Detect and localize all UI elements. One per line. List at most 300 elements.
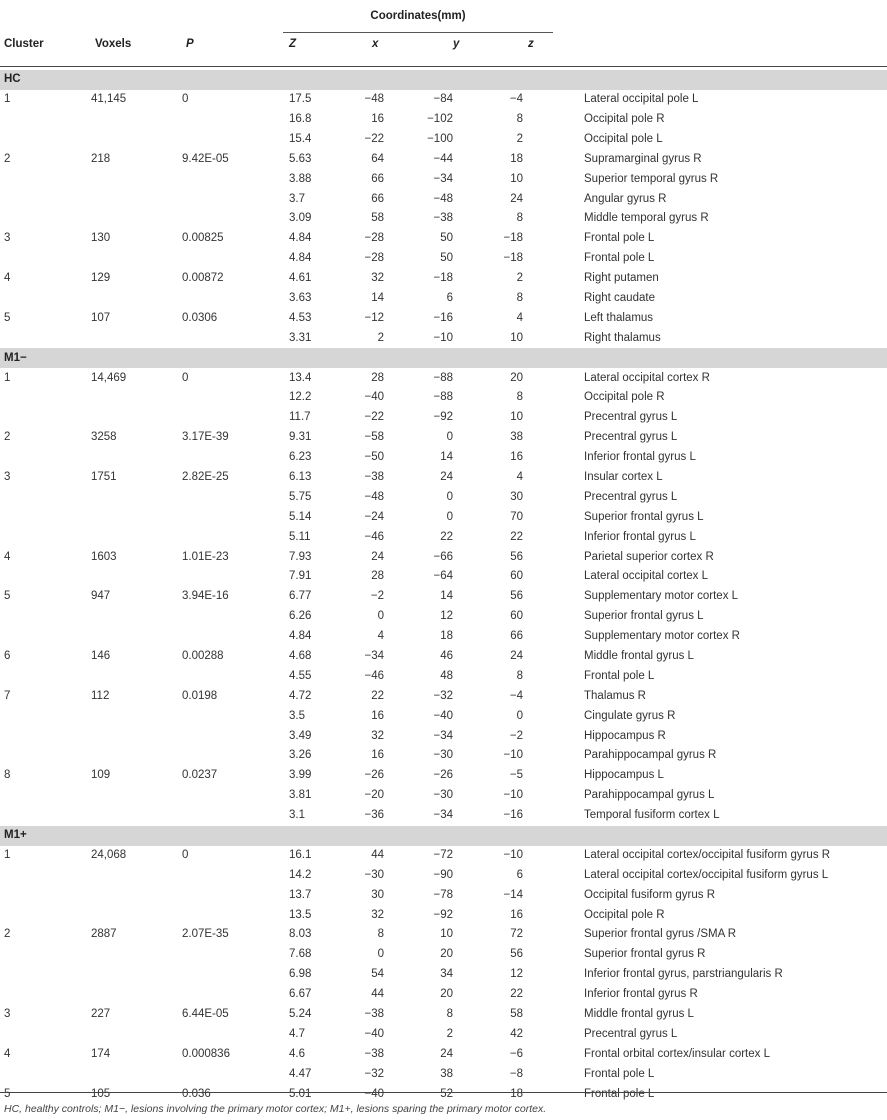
peak-z-cell: 4.6 [289, 1047, 305, 1060]
voxels-cell: 174 [91, 1047, 111, 1060]
coord-z-cell: −10 [503, 789, 523, 802]
voxels-header: Voxels [95, 38, 132, 50]
table-row [0, 1065, 887, 1085]
peak-z-cell: 3.5 [289, 709, 305, 722]
p-value-cell: 2.07E-35 [182, 928, 229, 941]
coord-z-cell: −6 [509, 1047, 523, 1060]
coord-z-cell: 4 [516, 311, 523, 324]
region-cell: Lateral occipital pole L [584, 93, 699, 106]
table-row [0, 428, 887, 448]
table-row [0, 110, 887, 130]
region-cell: Frontal pole L [584, 669, 655, 682]
coord-z-cell: 10 [510, 172, 523, 185]
coord-z-cell: 10 [510, 331, 523, 344]
table-row [0, 90, 887, 110]
cluster-cell: 6 [4, 650, 11, 663]
table-row [0, 627, 887, 647]
region-cell: Supplementary motor cortex L [584, 590, 739, 603]
coord-x-cell: −30 [364, 868, 384, 881]
peak-z-cell: 9.31 [289, 431, 312, 444]
voxels-cell: 218 [91, 152, 111, 165]
coord-x-cell: 44 [371, 988, 384, 1001]
table-row [0, 726, 887, 746]
coord-z-cell: 8 [516, 112, 523, 125]
coord-x-cell: 16 [371, 112, 384, 125]
coord-z-cell: 24 [510, 650, 523, 663]
region-cell: Hippocampus R [584, 729, 666, 742]
coord-z-cell: 60 [510, 570, 523, 583]
x-header: x [372, 38, 379, 50]
coord-y-cell: −100 [427, 132, 453, 145]
coord-y-cell: −32 [433, 689, 453, 702]
region-cell: Thalamus R [584, 689, 646, 702]
region-cell: Precentral gyrus L [584, 411, 678, 424]
coord-y-cell: −64 [433, 570, 453, 583]
p-value-cell: 0.00825 [182, 232, 224, 245]
voxels-cell [91, 329, 182, 349]
table-body [0, 70, 887, 1104]
coord-z-cell: 22 [510, 530, 523, 543]
cluster-cell [0, 388, 91, 408]
table-row [0, 388, 887, 408]
voxels-cell [91, 965, 182, 985]
table-row [0, 945, 887, 965]
p-value-cell [182, 527, 283, 547]
table-row [0, 448, 887, 468]
coord-x-cell: −40 [364, 1027, 384, 1040]
region-cell: Inferior frontal gyrus L [584, 530, 696, 543]
peak-z-cell: 4.84 [289, 232, 312, 245]
voxels-cell: 107 [91, 311, 111, 324]
peak-z-cell: 4.47 [289, 1067, 312, 1080]
cluster-cell: 1 [4, 848, 11, 861]
voxels-cell [91, 408, 182, 428]
p-value-cell [182, 209, 283, 229]
coord-y-cell: −40 [433, 709, 453, 722]
p-value-cell [182, 945, 283, 965]
cluster-cell [0, 488, 91, 508]
voxels-cell: 1751 [91, 471, 117, 483]
region-cell: Lateral occipital cortex L [584, 570, 709, 583]
cluster-cell [0, 627, 91, 647]
p-value-cell: 0.0306 [182, 311, 218, 324]
cluster-cell [0, 408, 91, 428]
coord-x-cell: −48 [364, 490, 384, 503]
cluster-cell [0, 110, 91, 130]
coord-y-cell: −84 [433, 93, 453, 106]
coord-y-cell: 24 [440, 471, 453, 483]
region-cell: Frontal pole L [584, 252, 655, 265]
voxels-cell: 227 [91, 1008, 111, 1021]
voxels-cell [91, 985, 182, 1005]
coord-y-cell: −16 [433, 311, 453, 324]
coord-y-cell: −92 [433, 411, 453, 424]
region-cell: Precentral gyrus L [584, 1027, 678, 1040]
coord-y-cell: 20 [440, 988, 453, 1001]
voxels-cell [91, 945, 182, 965]
cluster-cell: 3 [4, 232, 11, 245]
cluster-cell [0, 667, 91, 687]
coord-z-cell: 18 [510, 152, 523, 165]
coord-y-cell: 24 [440, 1047, 453, 1060]
cluster-cell [0, 945, 91, 965]
p-value-cell [182, 667, 283, 687]
peak-z-cell: 6.23 [289, 451, 312, 464]
cluster-cell [0, 508, 91, 528]
coord-x-cell: −22 [364, 132, 384, 145]
p-value-cell: 0 [182, 93, 189, 106]
coord-y-cell: −90 [433, 868, 453, 881]
p-value-cell [182, 408, 283, 428]
cluster-cell: 5 [4, 590, 11, 603]
coord-x-cell: 28 [371, 570, 384, 583]
voxels-cell: 105 [91, 1087, 111, 1100]
coord-y-cell: 0 [446, 490, 453, 503]
voxels-cell: 1603 [91, 550, 117, 563]
peak-z-cell: 3.99 [289, 769, 312, 782]
p-value-cell [182, 985, 283, 1005]
table-row [0, 766, 887, 786]
p-value-cell: 0.0198 [182, 689, 218, 702]
cluster-cell [0, 1065, 91, 1085]
cluster-cell [0, 289, 91, 309]
coord-x-cell: 0 [377, 948, 384, 961]
peak-z-cell: 5.11 [289, 530, 311, 543]
coord-y-cell: −78 [433, 888, 453, 901]
table-row [0, 189, 887, 209]
region-cell: Inferior frontal gyrus R [584, 988, 698, 1001]
p-value-cell [182, 567, 283, 587]
coord-x-cell: −38 [364, 1047, 384, 1060]
coord-y-cell: −18 [433, 272, 453, 285]
voxels-cell [91, 209, 182, 229]
coord-z-cell: 18 [510, 1087, 523, 1100]
coord-x-cell: 30 [371, 888, 384, 901]
coord-y-cell: 2 [446, 1027, 453, 1040]
table-row [0, 1045, 887, 1065]
coord-x-cell: −34 [364, 650, 384, 663]
voxels-cell: 109 [91, 769, 111, 782]
coord-y-cell: 46 [440, 650, 453, 663]
coord-z-cell: −2 [509, 729, 523, 742]
p-value-cell: 6.44E-05 [182, 1008, 229, 1021]
coord-z-cell: −10 [503, 848, 523, 861]
p-value-cell: 1.01E-23 [182, 550, 229, 563]
coord-z-cell: 12 [510, 968, 523, 981]
section-label: M1− [0, 348, 887, 368]
voxels-cell [91, 905, 182, 925]
region-cell: Left thalamus [584, 311, 654, 324]
p-value-cell: 0 [182, 848, 189, 861]
region-cell: Cingulate gyrus R [584, 709, 676, 722]
section-header-row [0, 348, 887, 368]
cluster-cell: 3 [4, 1008, 11, 1021]
cluster-cell [0, 189, 91, 209]
coord-z-cell: −18 [503, 252, 523, 265]
coord-y-cell: −38 [433, 212, 453, 225]
coord-z-cell: 30 [510, 490, 523, 503]
region-cell: Superior frontal gyrus L [584, 510, 704, 523]
table-row [0, 786, 887, 806]
cluster-cell [0, 746, 91, 766]
voxels-cell [91, 289, 182, 309]
peak-z-cell: 12.2 [289, 391, 312, 404]
cluster-cell [0, 169, 91, 189]
voxels-cell: 24,068 [91, 848, 127, 861]
peak-z-cell: 4.61 [289, 272, 312, 285]
cluster-cell [0, 130, 91, 150]
coord-x-cell: −58 [364, 431, 384, 444]
voxels-cell [91, 746, 182, 766]
coord-z-cell: −8 [509, 1067, 523, 1080]
peak-z-cell: 11.7 [289, 411, 311, 424]
peak-z-cell: 3.7 [289, 192, 305, 205]
table-row [0, 746, 887, 766]
table-row [0, 329, 887, 349]
region-cell: Superior frontal gyrus R [584, 948, 706, 961]
p-value-cell: 0 [182, 371, 189, 384]
coord-x-cell: −22 [364, 411, 384, 424]
p-value-cell [182, 1065, 283, 1085]
table-row [0, 1005, 887, 1025]
coord-x-cell: 8 [377, 928, 384, 941]
coord-z-cell: 2 [516, 272, 523, 285]
coord-z-cell: −10 [503, 749, 523, 762]
table-row [0, 368, 887, 388]
table-row [0, 985, 887, 1005]
table-row [0, 169, 887, 189]
p-value-cell: 0.00872 [182, 272, 224, 285]
coord-z-cell: 24 [510, 192, 523, 205]
coord-y-cell: 50 [440, 232, 453, 245]
coord-x-cell: 2 [377, 331, 384, 344]
table-row [0, 905, 887, 925]
coord-z-cell: 6 [516, 868, 523, 881]
coord-z-cell: −4 [509, 689, 523, 702]
coord-y-cell: 18 [440, 630, 453, 643]
table-row [0, 667, 887, 687]
peak-z-cell: 3.31 [289, 331, 312, 344]
coord-y-cell: 10 [440, 928, 453, 941]
table-row [0, 1025, 887, 1045]
region-cell: Supplementary motor cortex R [584, 630, 740, 643]
peak-z-cell: 7.91 [289, 570, 312, 583]
p-value-cell [182, 110, 283, 130]
section-label: M1+ [0, 826, 887, 846]
region-cell: Inferior frontal gyrus L [584, 451, 696, 464]
table-row [0, 488, 887, 508]
p-value-cell [182, 726, 283, 746]
p-value-cell [182, 388, 283, 408]
p-value-cell: 3.94E-16 [182, 590, 229, 603]
region-cell: Right thalamus [584, 331, 661, 344]
table-row [0, 209, 887, 229]
region-cell: Frontal pole L [584, 232, 655, 245]
region-cell: Lateral occipital cortex/occipital fusiform gyrus L [584, 868, 829, 881]
cluster-cell: 2 [4, 928, 11, 941]
cluster-cell: 2 [4, 152, 11, 165]
coord-x-cell: 16 [371, 749, 384, 762]
footnote: HC, healthy controls; M1−, lesions involving the primary motor cortex; M1+, lesions sparing the primary motor cortex. [4, 1103, 547, 1115]
coord-y-cell: −92 [433, 908, 453, 921]
region-cell: Superior temporal gyrus R [584, 172, 719, 185]
coord-z-cell: 8 [516, 291, 523, 304]
p-value-cell [182, 707, 283, 727]
table-row [0, 1084, 887, 1104]
coordinates-underline [283, 32, 553, 33]
peak-z-cell: 14.2 [289, 868, 312, 881]
peak-z-cell: 13.7 [289, 888, 312, 901]
coord-y-cell: 0 [446, 431, 453, 444]
voxels-cell: 112 [91, 689, 110, 702]
cluster-cell [0, 786, 91, 806]
coord-z-cell: −16 [503, 809, 523, 822]
voxels-cell: 3258 [91, 431, 117, 444]
region-cell: Parahippocampal gyrus R [584, 749, 717, 762]
coord-x-cell: −38 [364, 1008, 384, 1021]
voxels-cell [91, 707, 182, 727]
p-value-cell [182, 1025, 283, 1045]
voxels-cell [91, 1065, 182, 1085]
coord-x-cell: −24 [364, 510, 384, 523]
coord-z-cell: −14 [503, 888, 523, 901]
p-value-cell: 0.036 [182, 1087, 211, 1100]
voxels-cell [91, 667, 182, 687]
p-header: P [186, 38, 194, 50]
coord-z-cell: 58 [510, 1008, 523, 1021]
table-row [0, 607, 887, 627]
peak-z-cell: 13.5 [289, 908, 312, 921]
voxels-cell: 146 [91, 650, 111, 663]
region-cell: Occipital fusiform gyrus R [584, 888, 716, 901]
coord-x-cell: 64 [371, 152, 384, 165]
voxels-cell [91, 169, 182, 189]
region-cell: Temporal fusiform cortex L [584, 809, 720, 822]
p-value-cell [182, 329, 283, 349]
coord-z-cell: 56 [510, 550, 523, 563]
table-row [0, 249, 887, 269]
region-cell: Middle frontal gyrus L [584, 1008, 694, 1021]
voxels-cell [91, 388, 182, 408]
p-value-cell: 0.0237 [182, 769, 218, 782]
peak-z-cell: 16.8 [289, 112, 312, 125]
coord-x-cell: −36 [364, 809, 384, 822]
coord-x-cell: −46 [364, 669, 384, 682]
region-cell: Angular gyrus R [584, 192, 667, 205]
coord-x-cell: 16 [371, 709, 384, 722]
coord-z-cell: 8 [516, 669, 523, 682]
coordinates-header: Coordinates(mm) [370, 10, 466, 22]
coord-y-cell: 48 [440, 669, 453, 682]
table-row [0, 527, 887, 547]
region-cell: Right caudate [584, 291, 655, 304]
cluster-cell [0, 905, 91, 925]
region-cell: Middle frontal gyrus L [584, 650, 694, 663]
coord-y-cell: −72 [433, 848, 453, 861]
voxels-cell: 2887 [91, 928, 117, 941]
coord-z-cell: 10 [510, 411, 523, 424]
footer-rule [0, 1092, 887, 1093]
peak-z-cell: 4.7 [289, 1027, 305, 1040]
p-value-cell [182, 866, 283, 886]
voxels-cell [91, 527, 182, 547]
coord-x-cell: 0 [377, 610, 384, 623]
coord-x-cell: −20 [364, 789, 384, 802]
coord-z-cell: −18 [503, 232, 523, 245]
table-row [0, 806, 887, 826]
region-cell: Middle temporal gyrus R [584, 212, 709, 225]
coord-y-cell: −26 [433, 769, 453, 782]
y-header: y [453, 38, 460, 50]
peak-z-cell: 5.01 [289, 1087, 312, 1100]
coord-x-cell: −40 [364, 1087, 384, 1100]
coord-x-cell: 32 [371, 272, 384, 285]
p-value-cell [182, 965, 283, 985]
region-cell: Supramarginal gyrus R [584, 152, 702, 165]
peak-z-cell: 6.77 [289, 590, 312, 603]
table-row [0, 647, 887, 667]
peak-z-cell: 5.75 [289, 490, 312, 503]
peak-z-cell: 6.26 [289, 610, 312, 623]
coord-z-cell: 8 [516, 212, 523, 225]
coord-z-cell: 38 [510, 431, 523, 444]
cluster-cell: 4 [4, 1047, 11, 1060]
coord-z-cell: 56 [510, 590, 523, 603]
peak-z-cell: 17.5 [289, 93, 312, 106]
p-value-cell [182, 905, 283, 925]
cluster-cell [0, 527, 91, 547]
region-cell: Precentral gyrus L [584, 490, 678, 503]
coord-y-cell: 0 [446, 510, 453, 523]
region-cell: Parietal superior cortex R [584, 550, 714, 563]
region-cell: Superior frontal gyrus L [584, 610, 704, 623]
coord-y-cell: 14 [440, 451, 453, 464]
cluster-cell: 7 [4, 689, 11, 702]
table-row [0, 130, 887, 150]
results-table [0, 70, 887, 1104]
coord-x-cell: 32 [371, 908, 384, 921]
cluster-cell [0, 806, 91, 826]
p-value-cell: 9.42E-05 [182, 152, 229, 165]
p-value-cell [182, 786, 283, 806]
coord-x-cell: 22 [371, 689, 384, 702]
coord-x-cell: 54 [371, 968, 384, 981]
coord-z-cell: 2 [516, 132, 523, 145]
p-value-cell [182, 806, 283, 826]
cluster-cell: 4 [4, 272, 11, 285]
voxels-cell [91, 627, 182, 647]
coord-y-cell: −44 [433, 152, 453, 165]
coord-z-cell: 56 [510, 948, 523, 961]
coord-z-cell: 16 [510, 908, 523, 921]
header-rule [0, 66, 887, 67]
peak-z-cell: 3.88 [289, 172, 312, 185]
voxels-cell: 14,469 [91, 371, 127, 384]
coord-x-cell: 24 [371, 550, 384, 563]
coord-x-cell: −28 [364, 252, 384, 265]
table-row [0, 229, 887, 249]
coord-x-cell: −26 [364, 769, 384, 782]
peak-z-cell: 4.53 [289, 311, 312, 324]
cluster-cell [0, 866, 91, 886]
coord-y-cell: 6 [446, 291, 453, 304]
table-row [0, 925, 887, 945]
coord-z-cell: 16 [510, 451, 523, 464]
coord-z-cell: 42 [510, 1027, 523, 1040]
coord-z-cell: 72 [510, 928, 523, 941]
table-row [0, 587, 887, 607]
coord-z-cell: 66 [510, 630, 523, 643]
